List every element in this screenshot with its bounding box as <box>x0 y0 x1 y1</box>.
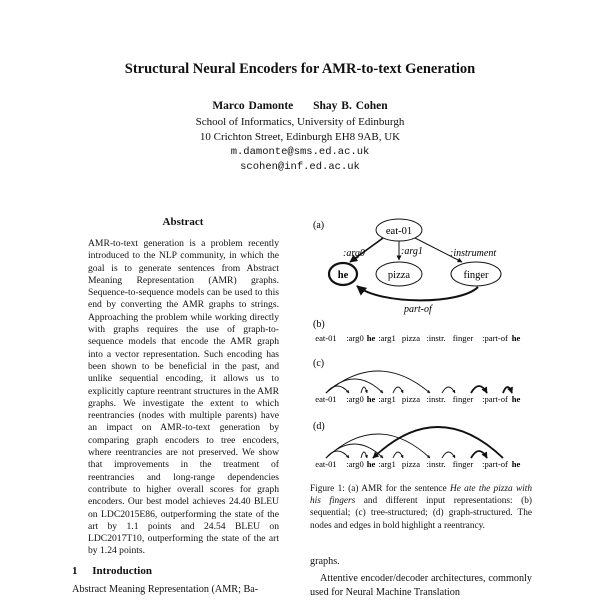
seq-c-token-2: he <box>366 394 376 404</box>
seq-c-token-0: eat-01 <box>315 394 337 404</box>
section-number: 1 <box>72 565 78 577</box>
seq-c-token-5: :instr. <box>426 394 446 404</box>
author-2: Shay B. Cohen <box>313 100 388 112</box>
arc-c-8 <box>503 387 512 393</box>
arc-c-3 <box>326 371 430 393</box>
affiliation-line-2: 10 Crichton Street, Edinburgh EH8 9AB, UK <box>199 131 401 143</box>
seq-b-token-0: eat-01 <box>315 333 337 343</box>
arc-d-6 <box>442 452 455 458</box>
amr-graph <box>329 219 501 315</box>
seq-b-token-8: he <box>511 333 521 343</box>
abstract-text: AMR-to-text generation is a problem recently introduced to the NLP community, in which the goal is to generate sentences from Abstract Meaning Representation (AMR) graphs. Sequence-to-sequence models can be used to this end by converting the AMR graphs to strings. Approaching the problem while working directly with graphs requires the use of graph-to-sequence models that encode the AMR graph into a vector representation. Such encoding has been shown to be beneficial in the past, and unlike sequential encoding, it allows us to explicitly capture reentrant structures in the AMR graphs. We investigate the extent to which reentrancies (nodes with multiple parents) have an impact on AMR-to-text generation by comparing graph encoders to tree encoders, where reentrancies are not preserved. We show that improvements in the treatment of reentrancies and long-range dependencies contribute to higher overall scores for graph encoders. Our best model achieves 24.40 BLEU on LDC2015E86, outperforming the state of the art by 1.1 points and 24.54 BLEU on LDC2017T10, outperforming the state of the art by 1.24 points. <box>88 238 279 557</box>
section-title: Introduction <box>92 565 152 577</box>
node-pizza-label: pizza <box>387 270 411 281</box>
seq-b-token-5: :instr. <box>426 333 446 343</box>
seq-d-token-7: :part-of <box>482 459 508 469</box>
paper-title: Structural Neural Encoders for AMR-to-text Generation <box>124 61 476 77</box>
edge-label-arg0: :arg0 <box>343 248 365 259</box>
panel-label-c: (c) <box>313 358 325 369</box>
caption-sentence: He ate the pizza with his fingers <box>310 484 533 507</box>
seq-b-token-4: pizza <box>401 333 421 343</box>
tree-arcs <box>326 371 512 393</box>
figure-caption <box>310 483 532 532</box>
arc-d-7 <box>471 451 487 458</box>
node-eat-01-label: eat-01 <box>385 226 413 237</box>
arc-d-5 <box>393 452 403 458</box>
arc-c-6 <box>442 387 455 393</box>
right-column-text-1: graphs. <box>310 556 340 567</box>
seq-c-token-6: finger <box>452 394 474 404</box>
sequence-graph <box>315 427 520 469</box>
seq-d-token-4: pizza <box>401 459 421 469</box>
email-1: m.damonte@sms.ed.ac.uk <box>230 146 370 158</box>
seq-d-token-1: :arg0 <box>346 459 364 469</box>
arc-c-5 <box>393 387 403 393</box>
seq-b-token-2: he <box>366 333 376 343</box>
sequence-sequential <box>315 333 520 343</box>
panel-label-d: (d) <box>313 421 325 432</box>
abstract-heading: Abstract <box>162 216 204 228</box>
seq-c-token-3: :arg1 <box>378 394 396 404</box>
edge-label-instrument: :instrument <box>450 248 497 259</box>
seq-d-token-6: finger <box>452 459 474 469</box>
edge-part-of <box>357 286 478 300</box>
arc-d-4 <box>361 452 367 458</box>
intro-text: Abstract Meaning Representation (AMR; Ba- <box>72 584 259 595</box>
seq-d-token-8: he <box>511 459 521 469</box>
sequence-tree <box>315 371 520 404</box>
seq-b-token-7: :part-of <box>482 333 508 343</box>
seq-c-token-1: :arg0 <box>346 394 364 404</box>
caption-prefix: Figure 1: (a) AMR for the sentence <box>310 484 450 494</box>
edge-label-arg1: :arg1 <box>401 246 423 257</box>
arc-c-7 <box>471 386 487 393</box>
seq-d-token-3: :arg1 <box>378 459 396 469</box>
arc-c-4 <box>361 387 367 393</box>
panel-label-b: (b) <box>313 319 325 330</box>
seq-c-token-4: pizza <box>401 394 421 404</box>
edge-label-part-of: part-of <box>404 304 432 315</box>
email-2: scohen@inf.ed.ac.uk <box>240 161 360 173</box>
seq-c-token-7: :part-of <box>482 394 508 404</box>
right-column-text-2: Attentive encoder/decoder architectures, commonly used for Neural Machine Translation <box>310 573 532 598</box>
graph-arcs <box>326 427 503 458</box>
seq-d-token-0: eat-01 <box>315 459 337 469</box>
panel-label-a: (a) <box>313 220 325 231</box>
caption-suffix: and different input representations: (b) sequential; (c) tree-structured; (d) graph-structured. The nodes and edges in bold highlight a reentrancy. <box>310 496 532 531</box>
node-he-label: he <box>337 270 349 281</box>
seq-b-token-3: :arg1 <box>378 333 396 343</box>
seq-d-token-5: :instr. <box>426 459 446 469</box>
seq-b-token-6: finger <box>452 333 474 343</box>
author-1: Marco Damonte <box>212 100 294 112</box>
affiliation-line-1: School of Informatics, University of Edinburgh <box>195 116 405 128</box>
seq-c-token-8: he <box>511 394 521 404</box>
seq-d-token-2: he <box>366 459 376 469</box>
node-finger-label: finger <box>463 270 489 281</box>
seq-b-token-1: :arg0 <box>346 333 364 343</box>
